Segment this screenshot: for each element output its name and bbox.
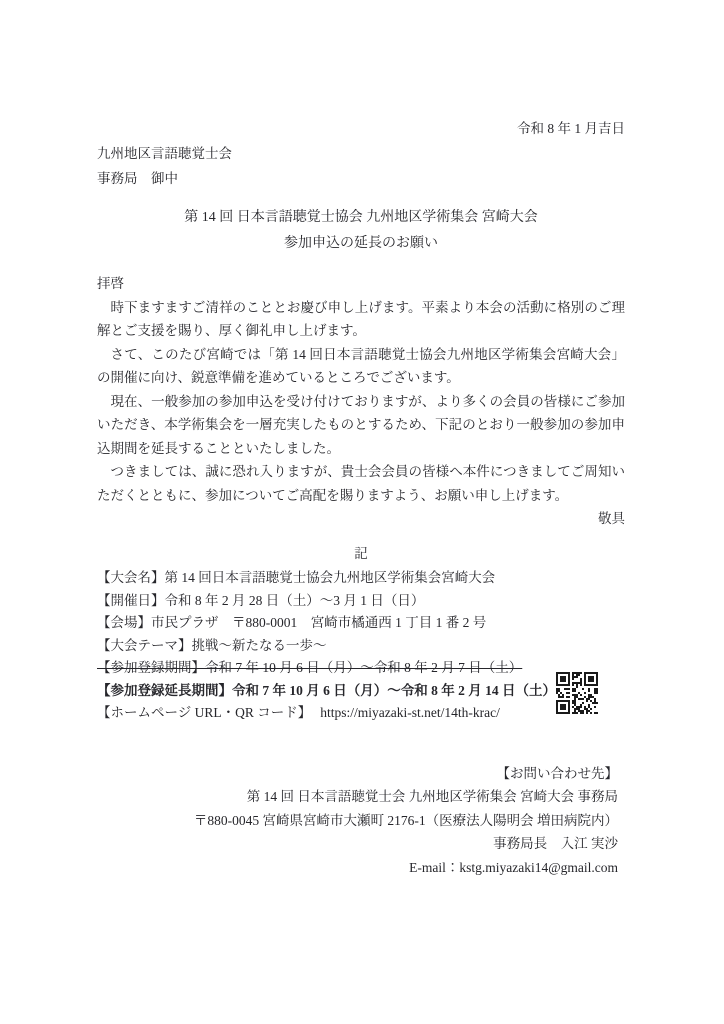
letter-content (97, 116, 625, 879)
homepage-url-link[interactable]: https://miyazaki-st.net/14th-krac/ (320, 705, 500, 720)
detail-item-venue: 【会場】市民プラザ 〒880-0001 宮崎市橘通西 1 丁目 1 番 2 号 (97, 615, 487, 630)
record-heading: 記 (354, 545, 368, 561)
contact-director: 事務局長 入江 実沙 (493, 836, 618, 851)
salutation: 拝啓 (97, 276, 124, 291)
detail-list (97, 567, 625, 725)
recipient-department: 事務局 御中 (97, 171, 178, 186)
body-paragraph-3: 現在、一般参加の参加申込を受け付けておりますが、より多くの会員の皆様にご参加いただき、本学術集会を一層充実したものとするため、下記のとおり一般参加の参加申込期間を延長することといたしました。 (97, 393, 625, 456)
contact-office: 第 14 回 日本言語聴覚士会 九州地区学術集会 宮崎大会 事務局 (246, 789, 618, 804)
letter-date: 令和 8 年 1 月吉日 (517, 121, 625, 136)
letter-head (97, 116, 625, 191)
closing-word: 敬具 (598, 511, 625, 526)
homepage-line (97, 702, 625, 725)
detail-item-registration-period-extended: 【参加登録延長期間】令和 7 年 10 月 6 日（月）〜令和 8 年 2 月 14 日（土） (97, 682, 556, 698)
contact-block (97, 762, 625, 880)
email-label: E-mail： (409, 859, 460, 875)
contact-heading: 【お問い合わせ先】 (496, 765, 618, 781)
homepage-label: 【ホームページ URL・QR コード】 (97, 705, 312, 720)
letter-title: 第 14 回 日本言語聴覚士協会 九州地区学術集会 宮崎大会 (184, 210, 538, 225)
title-block (97, 205, 625, 257)
detail-item-theme: 【大会テーマ】挑戦〜新たなる一歩〜 (97, 637, 327, 653)
detail-item-conference-name: 【大会名】第 14 回日本言語聴覚士協会九州地区学術集会宮崎大会 (97, 570, 496, 585)
contact-email-line (97, 856, 618, 880)
recipient-organization: 九州地区言語聴覚士会 (97, 146, 232, 161)
detail-item-dates: 【開催日】令和 8 年 2 月 28 日（土）〜3 月 1 日（日） (97, 592, 425, 608)
qr-code-icon (556, 672, 598, 714)
detail-item-registration-period-old: 【参加登録期間】令和 7 年 10 月 6 日（月）〜令和 8 年 2 月 7 日（土） (97, 660, 523, 675)
contact-address: 〒880-0045 宮崎県宮崎市大瀬町 2176-1（医療法人陽明会 増田病院内） (193, 812, 618, 828)
body-paragraph-2: さて、このたび宮崎では「第 14 回日本言語聴覚士協会九州地区学術集会宮崎大会」の開催に向け、鋭意準備を進めているところでございます。 (97, 346, 625, 385)
letter-subtitle: 参加申込の延長のお願い (284, 236, 438, 251)
body-paragraph-4: つきましては、誠に恐れ入りますが、貴士会会員の皆様へ本件につきましてご周知いただくとともに、参加についてご高配を賜りますよう、お願い申し上げます。 (97, 464, 625, 503)
email-address[interactable]: kstg.miyazaki14@gmail.com (459, 859, 618, 875)
body-paragraph-1: 時下ますますご清祥のこととお慶び申し上げます。平素より本会の活動に格別のご理解とご支援を賜り、厚く御礼申し上げます。 (97, 299, 625, 338)
letter-body (97, 272, 625, 531)
